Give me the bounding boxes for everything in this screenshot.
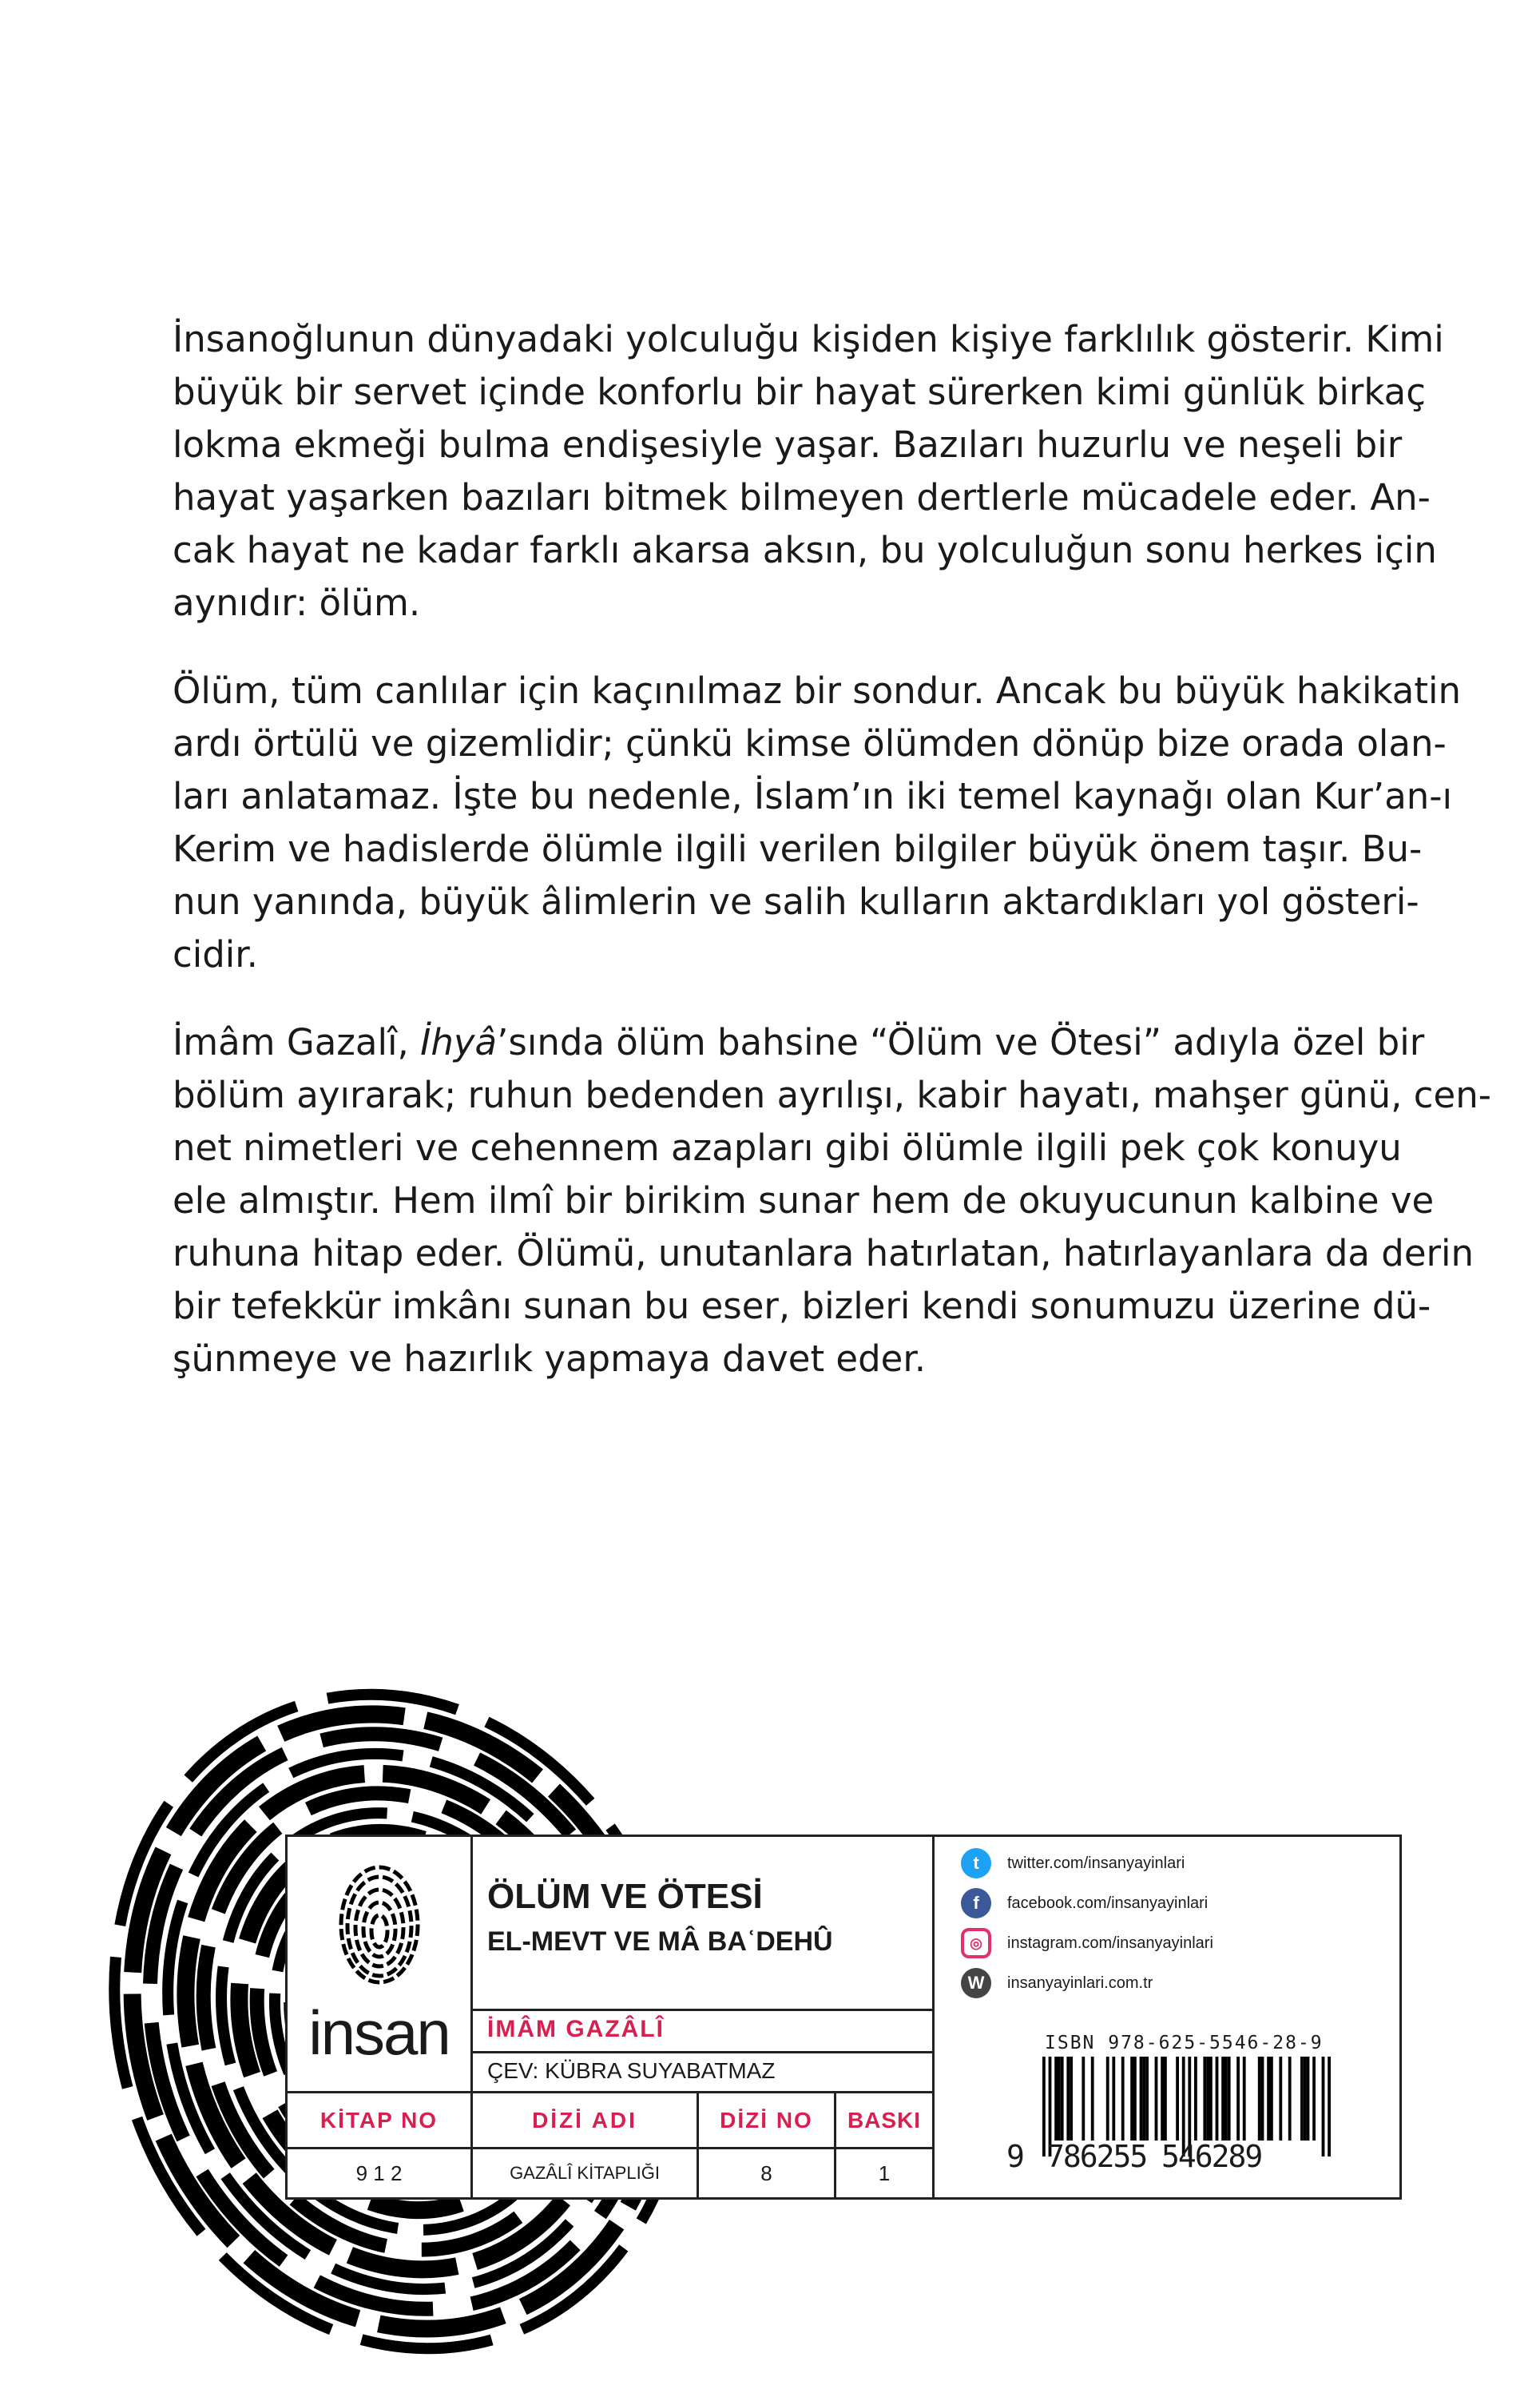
barcode-bar (1082, 2057, 1085, 2141)
barcode-bar (1176, 2057, 1179, 2141)
barcode-bar (1224, 2057, 1228, 2141)
barcode-bar (1140, 2057, 1143, 2141)
barcode-bar (1258, 2057, 1261, 2141)
blurb-line: ardı örtülü ve gizemlidir; çünkü kimse ölümden dönüp bize orada olan- (173, 722, 1447, 765)
publisher-logo-text: insan (308, 1998, 450, 2068)
barcode-bar (1206, 2057, 1209, 2141)
blurb-paragraph-3 (173, 1016, 1491, 1385)
divider (470, 2051, 934, 2053)
barcode-bar (1112, 2057, 1115, 2141)
social-link-text: facebook.com/insanyayinlari (1007, 1894, 1209, 1912)
barcode-bar (1261, 2057, 1264, 2141)
barcode-bar (1133, 2057, 1137, 2141)
barcode-bar (1091, 2057, 1094, 2141)
barcode-bar (1312, 2057, 1316, 2141)
blurb-line: İnsanoğlunun dünyadaki yolculuğu kişiden kişiye farklılık gösterir. Kimi (173, 318, 1444, 360)
barcode-right-digits: 546289 (1161, 2139, 1262, 2174)
twitter-icon: t (961, 1848, 991, 1878)
blurb-line: ele almıştır. Hem ilmî bir birikim sunar hem de okuyucunun kalbine ve (173, 1179, 1435, 1222)
barcode-bar (1042, 2057, 1046, 2157)
barcode-first-digit: 9 (1006, 2139, 1025, 2174)
blurb-line: cidir. (173, 933, 258, 976)
translator-name: ÇEV: KÜBRA SUYABATMAZ (487, 2058, 776, 2083)
blurb-line: hayat yaşarken bazıları bitmek bilmeyen dertlerle mücadele eder. An- (173, 476, 1431, 519)
book-title: ÖLÜM VE ÖTESİ (487, 1877, 763, 1916)
barcode-bar (1121, 2057, 1125, 2141)
social-link-text: instagram.com/insanyayinlari (1007, 1934, 1213, 1952)
text-segment: İmâm Gazalî, (173, 1021, 421, 1063)
barcode-bar (1216, 2057, 1219, 2141)
barcode-bar (1236, 2057, 1240, 2141)
barcode-bar (1142, 2057, 1145, 2141)
barcode-left-digits: 786255 (1046, 2139, 1147, 2174)
value-baski: 1 (878, 2160, 891, 2185)
back-cover-blurb (173, 313, 1491, 1421)
value-dizi-adi: GAZÂLÎ KİTAPLIĞI (510, 2163, 660, 2183)
blurb-line: cak hayat ne kadar farklı akarsa aksın, bu yolculuğun sonu herkes için (173, 529, 1437, 571)
barcode-bar (1070, 2057, 1073, 2141)
blurb-line: ruhuna hitap eder. Ölümü, unutanlara hatırlatan, hatırlayanlara da derin (173, 1232, 1475, 1274)
header-dizi-adi: DİZİ ADI (532, 2107, 637, 2133)
barcode-bar (1221, 2057, 1224, 2141)
blurb-paragraph-2 (173, 665, 1462, 981)
barcode-bar (1194, 2057, 1197, 2141)
barcode-bar (1130, 2057, 1133, 2141)
social-website[interactable] (961, 1968, 1153, 1998)
barcode-bar (1054, 2057, 1058, 2141)
book-info-box (285, 1835, 1402, 2200)
blurb-line: bir tefekkür imkânı sunan bu eser, bizleri kendi sonumuzu üzerine dü- (173, 1285, 1431, 1327)
barcode-bar (1161, 2057, 1164, 2141)
social-link-text: insanyayinlari.com.tr (1007, 1974, 1153, 1992)
blurb-line (173, 1016, 1425, 1069)
barcode-bar (1164, 2057, 1167, 2141)
book-title-italic: İhyâ (420, 1021, 498, 1063)
barcode-bar (1267, 2057, 1270, 2141)
blurb-line: bölüm ayırarak; ruhun bedenden ayrılışı, kabir hayatı, mahşer günü, cen- (173, 1074, 1491, 1116)
header-dizi-no: DİZİ NO (720, 2107, 813, 2133)
social-link-text: twitter.com/insanyayinlari (1007, 1854, 1185, 1872)
text-segment: ’sında ölüm bahsine “Ölüm ve Ötesi” adıyla özel bir (497, 1021, 1425, 1063)
barcode-bar (1155, 2057, 1158, 2141)
barcode-bar (1243, 2057, 1246, 2141)
barcode-bar (1228, 2057, 1231, 2141)
author-name: İMÂM GAZÂLÎ (487, 2016, 665, 2042)
fingerprint-logo-icon (335, 1861, 423, 1989)
facebook-icon: f (961, 1888, 991, 1918)
social-facebook[interactable] (961, 1888, 1208, 1918)
barcode-bar (1209, 2057, 1213, 2141)
divider (932, 1837, 935, 2197)
barcode-bar (1066, 2057, 1070, 2141)
barcode-bar (1304, 2057, 1307, 2141)
barcode-bar (1307, 2057, 1310, 2141)
blurb-line: aynıdır: ölüm. (173, 582, 421, 624)
header-kitap-no: KİTAP NO (320, 2107, 439, 2133)
blurb-line: Ölüm, tüm canlılar için kaçınılmaz bir sondur. Ancak bu büyük hakikatin (173, 670, 1462, 712)
publisher-logo (288, 1837, 470, 2091)
barcode-bar (1270, 2057, 1273, 2141)
social-instagram[interactable] (961, 1928, 1213, 1958)
barcode-bar (1061, 2057, 1064, 2141)
divider (470, 2009, 934, 2011)
web-icon: W (961, 1968, 991, 1998)
blurb-line: net nimetleri ve cehennem azapları gibi ölümle ilgili pek çok konuyu (173, 1127, 1402, 1169)
instagram-icon: ◎ (961, 1928, 991, 1958)
barcode-bar (1288, 2057, 1292, 2141)
barcode-bar (1145, 2057, 1149, 2141)
barcode-bar (1106, 2057, 1109, 2141)
value-dizi-no: 8 (760, 2160, 772, 2185)
blurb-line: büyük bir servet içinde konforlu bir hayat sürerken kimi günlük birkaç (173, 371, 1427, 413)
blurb-line: şünmeye ve hazırlık yapmaya davet eder. (173, 1338, 927, 1380)
blurb-paragraph-1 (173, 313, 1444, 630)
blurb-line: ları anlatamaz. İşte bu nedenle, İslam’ın iki temel kaynağı olan Kur’an-ı (173, 775, 1453, 817)
barcode-bar (1300, 2057, 1304, 2141)
barcode-bar (1279, 2057, 1282, 2141)
barcode-bar (1322, 2057, 1325, 2157)
barcode-bar (1328, 2057, 1331, 2157)
header-baski: BASKI (847, 2107, 922, 2133)
blurb-line: lokma ekmeği bulma endişesiyle yaşar. Bazıları huzurlu ve neşeli bir (173, 423, 1403, 466)
barcode-bar (1058, 2057, 1061, 2141)
book-subtitle: EL-MEVT VE MÂ BAʿDEHÛ (487, 1926, 833, 1957)
value-kitap-no: 9 1 2 (355, 2160, 403, 2185)
barcode-bar (1203, 2057, 1206, 2141)
social-twitter[interactable] (961, 1848, 1185, 1878)
blurb-line: nun yanında, büyük âlimlerin ve salih kulların aktardıkları yol gösteri- (173, 880, 1419, 923)
isbn-label: ISBN 978-625-5546-28-9 (1045, 2033, 1324, 2053)
blurb-line: Kerim ve hadislerde ölümle ilgili verilen bilgiler büyük önem taşır. Bu- (173, 828, 1423, 870)
